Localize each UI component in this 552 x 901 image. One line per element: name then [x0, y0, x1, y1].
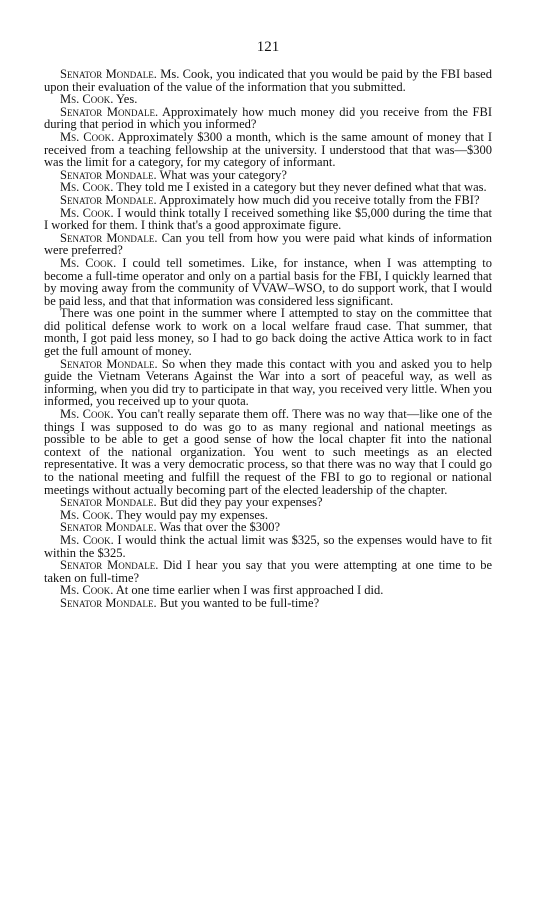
- speaker-name: Ms. Cook.: [60, 255, 117, 270]
- paragraph-text: Ms. Cook, you indicated that you would be paid by the FBI based upon their evaluation of the value of the information that you submitted.: [44, 67, 492, 94]
- speaker-name: Ms. Cook.: [60, 129, 115, 144]
- paragraph: [44, 232, 492, 257]
- paragraph: [44, 106, 492, 131]
- paragraph: [44, 68, 492, 93]
- paragraph-text: Was that over the $300?: [156, 520, 281, 535]
- paragraph: [44, 597, 492, 610]
- speaker-name: Ms. Cook.: [60, 532, 114, 547]
- paragraph: [44, 131, 492, 169]
- paragraph-text: I would think totally I received something like $5,000 during the time that I worked for them. I think that's a good approximate figure.: [44, 205, 492, 233]
- paragraph: [44, 408, 492, 496]
- speaker-name: Ms. Cook.: [60, 92, 114, 107]
- speaker-name: Senator Mondale.: [60, 67, 157, 81]
- paragraph-text: Approximately how much did you receive totally from the FBI?: [156, 192, 480, 207]
- paragraph: [44, 257, 492, 307]
- speaker-name: Ms. Cook.: [60, 407, 114, 422]
- speaker-name: Senator Mondale.: [60, 192, 157, 207]
- paragraph-text: They would pay my expenses.: [113, 507, 268, 522]
- speaker-name: Senator Mondale.: [60, 495, 157, 510]
- speaker-name: Ms. Cook.: [60, 583, 114, 598]
- paragraph-text: At one time earlier when I was first approached I did.: [113, 583, 384, 598]
- speaker-name: Senator Mondale.: [60, 356, 158, 371]
- document-page: [44, 38, 492, 610]
- paragraph-text: They told me I existed in a category but they never defined what that was.: [113, 180, 487, 195]
- paragraph: [44, 358, 492, 408]
- speaker-name: Senator Mondale.: [60, 167, 157, 182]
- paragraph: [44, 534, 492, 559]
- paragraph-text: But did they pay your expenses?: [156, 495, 323, 510]
- paragraph-text: Can you tell from how you were paid what kinds of information were preferred?: [44, 230, 492, 258]
- paragraph-text: There was one point in the summer where I attempted to stay on the committee that did political defense work to work on a local welfare fraud case. That summer, that month, I got paid less money, so I had to go back doing the active Attica work to in fact get the full amount of money.: [44, 306, 492, 359]
- paragraph-text: I could tell sometimes. Like, for instance, when I was attempting to become a full-time operator and only on a partial basis for the FBI, I quickly learned that by moving away from the community of VVAW–WSO, to do support work, that I would be paid less, and that that information was considered less significant.: [44, 255, 492, 308]
- speaker-name: Senator Mondale.: [60, 104, 159, 119]
- speaker-name: Ms. Cook.: [60, 507, 114, 522]
- page-number: 121: [256, 39, 280, 55]
- paragraph-text: What was your category?: [156, 167, 287, 182]
- paragraph-text: Approximately how much money did you receive from the FBI during that period in which you informed?: [44, 104, 492, 132]
- paragraph-text: Did I hear you say that you were attempting at one time to be taken on full-time?: [44, 558, 492, 585]
- speaker-name: Senator Mondale.: [60, 558, 159, 573]
- speaker-name: Ms. Cook.: [60, 205, 114, 220]
- speaker-name: Ms. Cook.: [60, 180, 114, 195]
- paragraph-text: I would think the actual limit was $325, so the expenses would have to fit within the $325.: [44, 532, 492, 560]
- paragraph: [44, 559, 492, 584]
- speaker-name: Senator Mondale.: [60, 230, 158, 245]
- paragraph-text: Approximately $300 a month, which is the same amount of money that I received from a teaching fellowship at the university. I understood that that was—$300 was the limit for a category, for my category of informant.: [44, 129, 492, 170]
- paragraph-text: Yes.: [113, 92, 138, 107]
- speaker-name: Senator Mondale.: [60, 595, 157, 610]
- speaker-name: Senator Mondale.: [60, 520, 157, 535]
- paragraph: [44, 207, 492, 232]
- paragraph-text: So when they made this contact with you and asked you to help guide the Vietnam Veterans Against the War into a sort of peaceful way, as well as informing, when you did try to participate in that way, you received very little. When you informed, you received up to your quota.: [44, 356, 492, 409]
- paragraph-text: But you wanted to be full-time?: [156, 595, 320, 610]
- paragraph-text: You can't really separate them off. There was no way that—like one of the things I was supposed to do was go to as many regional and national meetings as possible to be able to get a good sense of how the local chapter fit into the national context of the national organization. You went to such meetings as an elected representative. It was a very democratic process, so that there was no way that I could go to the national meeting and fulfill the request of the FBI to go to regional or national meetings without actually becoming part of the elected leadership of the chapter.: [44, 407, 492, 497]
- paragraph: [44, 307, 492, 357]
